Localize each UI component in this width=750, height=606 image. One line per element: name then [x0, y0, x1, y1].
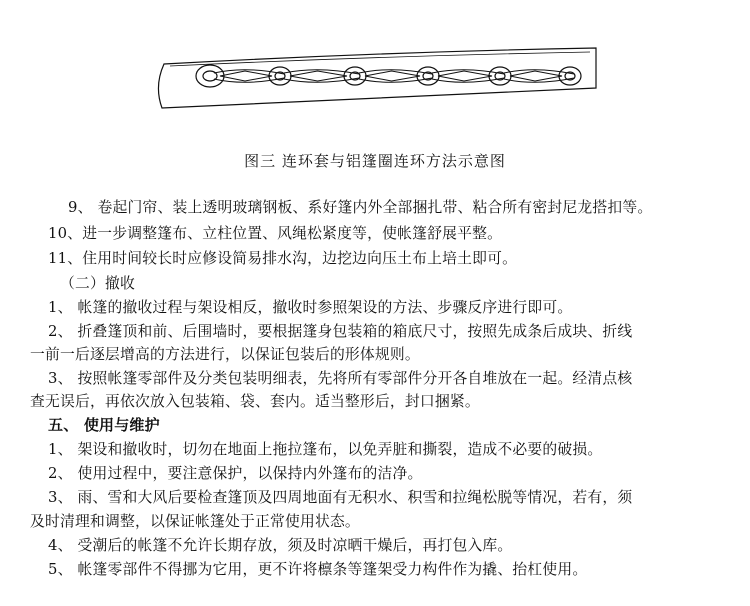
- connecting-loop: [432, 70, 504, 83]
- connecting-loop: [504, 70, 574, 83]
- use-item-5: 5、 帐篷零部件不得挪为它用，更不许将檩条等篷架受力构件作为撬、抬杠使用。: [48, 561, 588, 578]
- retract-item-3-cont: 查无误后，再依次放入包装箱、袋、套内。适当整形后，封口捆紧。: [30, 393, 480, 410]
- item-9: 9、 卷起门帘、装上透明玻璃钢板、系好篷内外全部捆扎带、粘合所有密封尼龙搭扣等。: [68, 199, 653, 216]
- section-heading-use: 五、 使用与维护: [48, 416, 160, 434]
- grommet-ring: [417, 67, 439, 85]
- retract-item-3: 3、 按照帐篷零部件及分类包装明细表，先将所有零部件分开各自堆放在一起。经清点核: [48, 370, 633, 387]
- use-item-1: 1、 架设和撤收时，切勿在地面上拖拉篷布，以免弄脏和撕裂，造成不必要的破损。: [48, 441, 603, 458]
- grommet-ring: [559, 67, 581, 85]
- grommet-ring: [344, 67, 366, 85]
- item-11: 11、住用时间较长时应修设简易排水沟，边挖边向压土布上培土即可。: [48, 250, 518, 267]
- use-item-4: 4、 受潮后的帐篷不允许长期存放，须及时凉晒干燥后，再打包入库。: [48, 537, 513, 554]
- item-10: 10、进一步调整篷布、立柱位置、风绳松紧度等，使帐篷舒展平整。: [48, 225, 503, 242]
- connecting-loop: [284, 70, 359, 83]
- retract-item-2-cont: 一前一后逐层增高的方法进行，以保证包装后的形体规则。: [30, 346, 420, 363]
- use-item-3-cont: 及时清理和调整，以保证帐篷处于正常使用状态。: [30, 513, 360, 530]
- retract-item-1: 1、 帐篷的撤收过程与架设相反，撤收时参照架设的方法、步骤反序进行即可。: [48, 299, 573, 316]
- retract-item-2: 2、 折叠篷顶和前、后围墙时，要根据篷身包装箱的箱底尺寸，按照先成条后成块、折线: [48, 323, 633, 340]
- grommet-ring: [196, 65, 224, 87]
- grommet-ring: [269, 67, 291, 85]
- use-item-2: 2、 使用过程中，要注意保护，以保持内外篷布的洁净。: [48, 465, 423, 482]
- connection-diagram: [150, 26, 610, 126]
- section-heading-retract: （二）撤收: [60, 275, 135, 292]
- grommet-ring: [489, 67, 511, 85]
- use-item-3: 3、 雨、雪和大风后要检查篷顶及四周地面有无积水、积雪和拉绳松脱等情况，若有，须: [48, 489, 633, 506]
- figure-caption: 图三 连环套与铝篷圈连环方法示意图: [244, 152, 506, 170]
- connecting-loop: [359, 70, 432, 83]
